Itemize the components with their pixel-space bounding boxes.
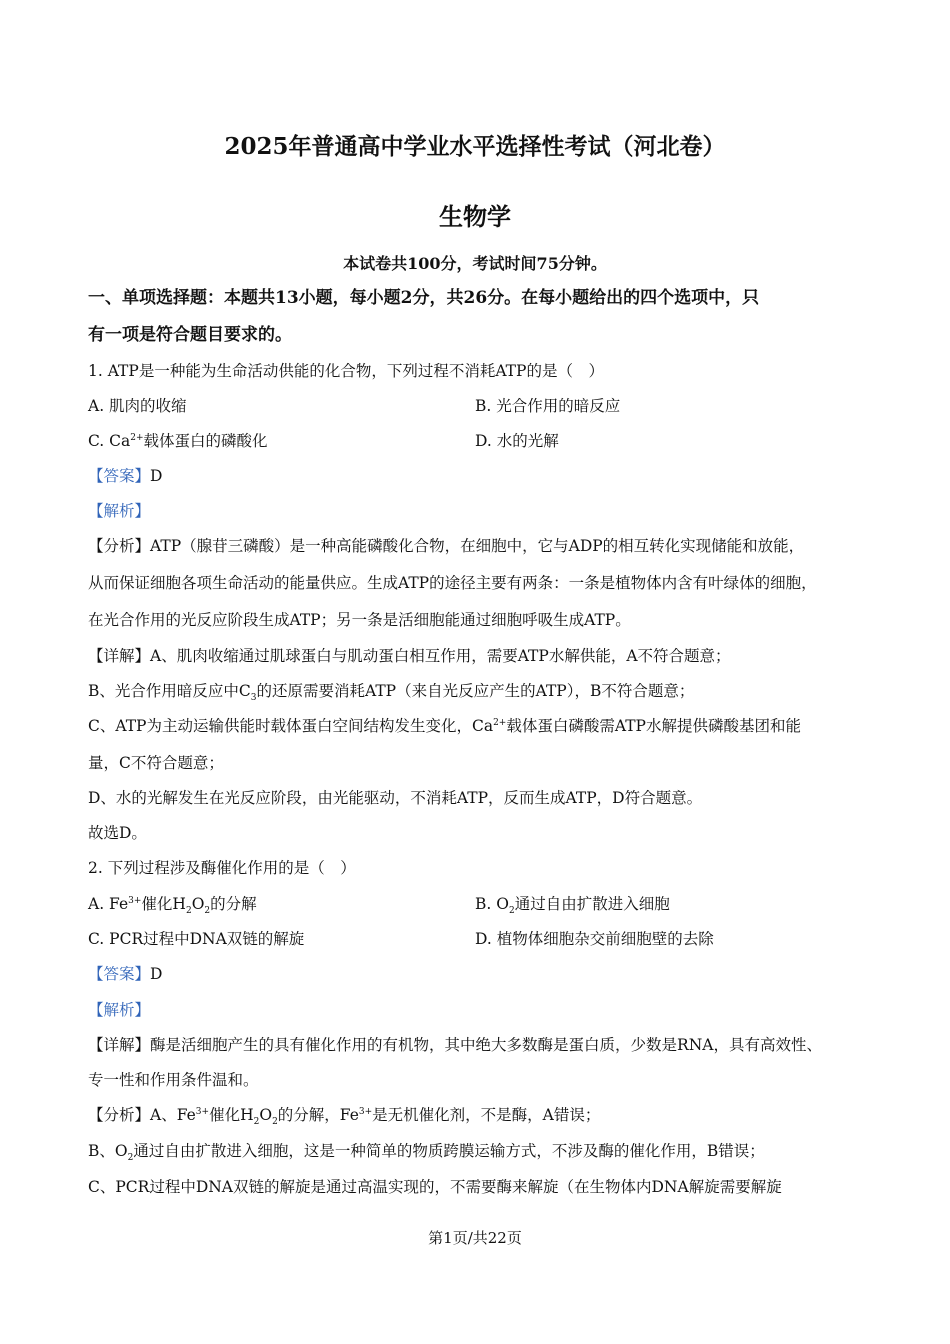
exam-title: 2025年普通高中学业水平选择性考试（河北卷） [224, 133, 726, 160]
exam-info: 本试卷共100分，考试时间75分钟。 [343, 254, 607, 273]
q1-fenxi-3: 在光合作用的光反应阶段生成ATP；另一条是活细胞能通过细胞呼吸生成ATP。 [88, 611, 631, 629]
q2-xiangjie-2: 专一性和作用条件温和。 [88, 1071, 259, 1089]
q1-analysis-tag: 【解析】 [88, 502, 151, 520]
q1-detail-b: B、光合作用暗反应中$C_3$的还原需要消耗ATP（来自光反应产生的ATP），B不符合题意； [88, 682, 695, 704]
q1-fenxi-1: 【分析】ATP（腺苷三磷酸）是一种高能磷酸化合物，在细胞中，它与ADP的相互转化实现储能和放能， [88, 537, 805, 555]
q2-option-b: B. $O_2$通过自由扩散进入细胞 [475, 895, 670, 917]
q1-answer: 【答案】D [88, 467, 163, 485]
q1-detail-c1: C、ATP为主动运输供能时载体蛋白空间结构发生变化，$Ca^{2+}$载体蛋白磷酸需ATP水解提供磷酸基团和能 [88, 717, 801, 735]
q2-option-c: C. PCR过程中DNA双链的解旋 [88, 930, 305, 948]
q2-fenxi-b: B、$O_2$通过自由扩散进入细胞，这是一种简单的物质跨膜运输方式，不涉及酶的催化作用，B错误； [88, 1142, 765, 1164]
section-heading-line1: 一、单项选择题：本题共13小题，每小题2分，共26分。在每小题给出的四个选项中，只 [88, 288, 760, 308]
q1-fenxi-2: 从而保证细胞各项生命活动的能量供应。生成ATP的途径主要有两条：一条是植物体内含有叶绿体的细胞， [88, 574, 817, 592]
q2-fenxi-c: C、PCR过程中DNA双链的解旋是通过高温实现的，不需要酶来解旋（在生物体内DNA解旋需要解旋 [88, 1178, 782, 1196]
q1-conclusion: 故选D。 [88, 824, 147, 842]
q1-detail-c2: 量，C不符合题意； [88, 754, 224, 772]
q1-option-b: B. 光合作用的暗反应 [475, 397, 621, 415]
q2-analysis-tag: 【解析】 [88, 1001, 151, 1019]
q2-option-a: A. $Fe^{3+}$催化$H_2O_2$的分解 [88, 895, 257, 917]
q1-detail-a: 【详解】A、肌肉收缩通过肌球蛋白与肌动蛋白相互作用，需要ATP水解供能，A不符合题意； [88, 647, 731, 665]
q1-option-a: A. 肌肉的收缩 [88, 397, 187, 415]
q2-option-d: D. 植物体细胞杂交前细胞壁的去除 [475, 930, 714, 948]
q1-option-c: C. $Ca^{2+}$载体蛋白的磷酸化 [88, 432, 268, 450]
q2-fenxi-a: 【分析】A、$Fe^{3+}$催化$H_2O_2$的分解，$Fe^{3+}$是无机催化剂，不是酶，A错误； [88, 1106, 601, 1128]
q2-xiangjie-1: 【详解】酶是活细胞产生的具有催化作用的有机物，其中绝大多数酶是蛋白质，少数是RNA，具有高效性、 [88, 1036, 822, 1054]
page-footer: 第1页/共22页 [428, 1229, 522, 1247]
subject-title: 生物学 [439, 202, 511, 231]
section-heading-line2: 有一项是符合题目要求的。 [88, 325, 292, 345]
q1-option-d: D. 水的光解 [475, 432, 559, 450]
q2-stem: 2. 下列过程涉及酶催化作用的是（ ） [88, 859, 356, 877]
answer-tag: 【答案】 [88, 965, 151, 983]
q1-stem: 1. ATP是一种能为生命活动供能的化合物，下列过程不消耗ATP的是（ ） [88, 362, 604, 380]
answer-tag: 【答案】 [88, 467, 151, 485]
q1-detail-d: D、水的光解发生在光反应阶段，由光能驱动，不消耗ATP，反而生成ATP，D符合题意。 [88, 789, 703, 807]
q2-answer: 【答案】D [88, 965, 163, 983]
